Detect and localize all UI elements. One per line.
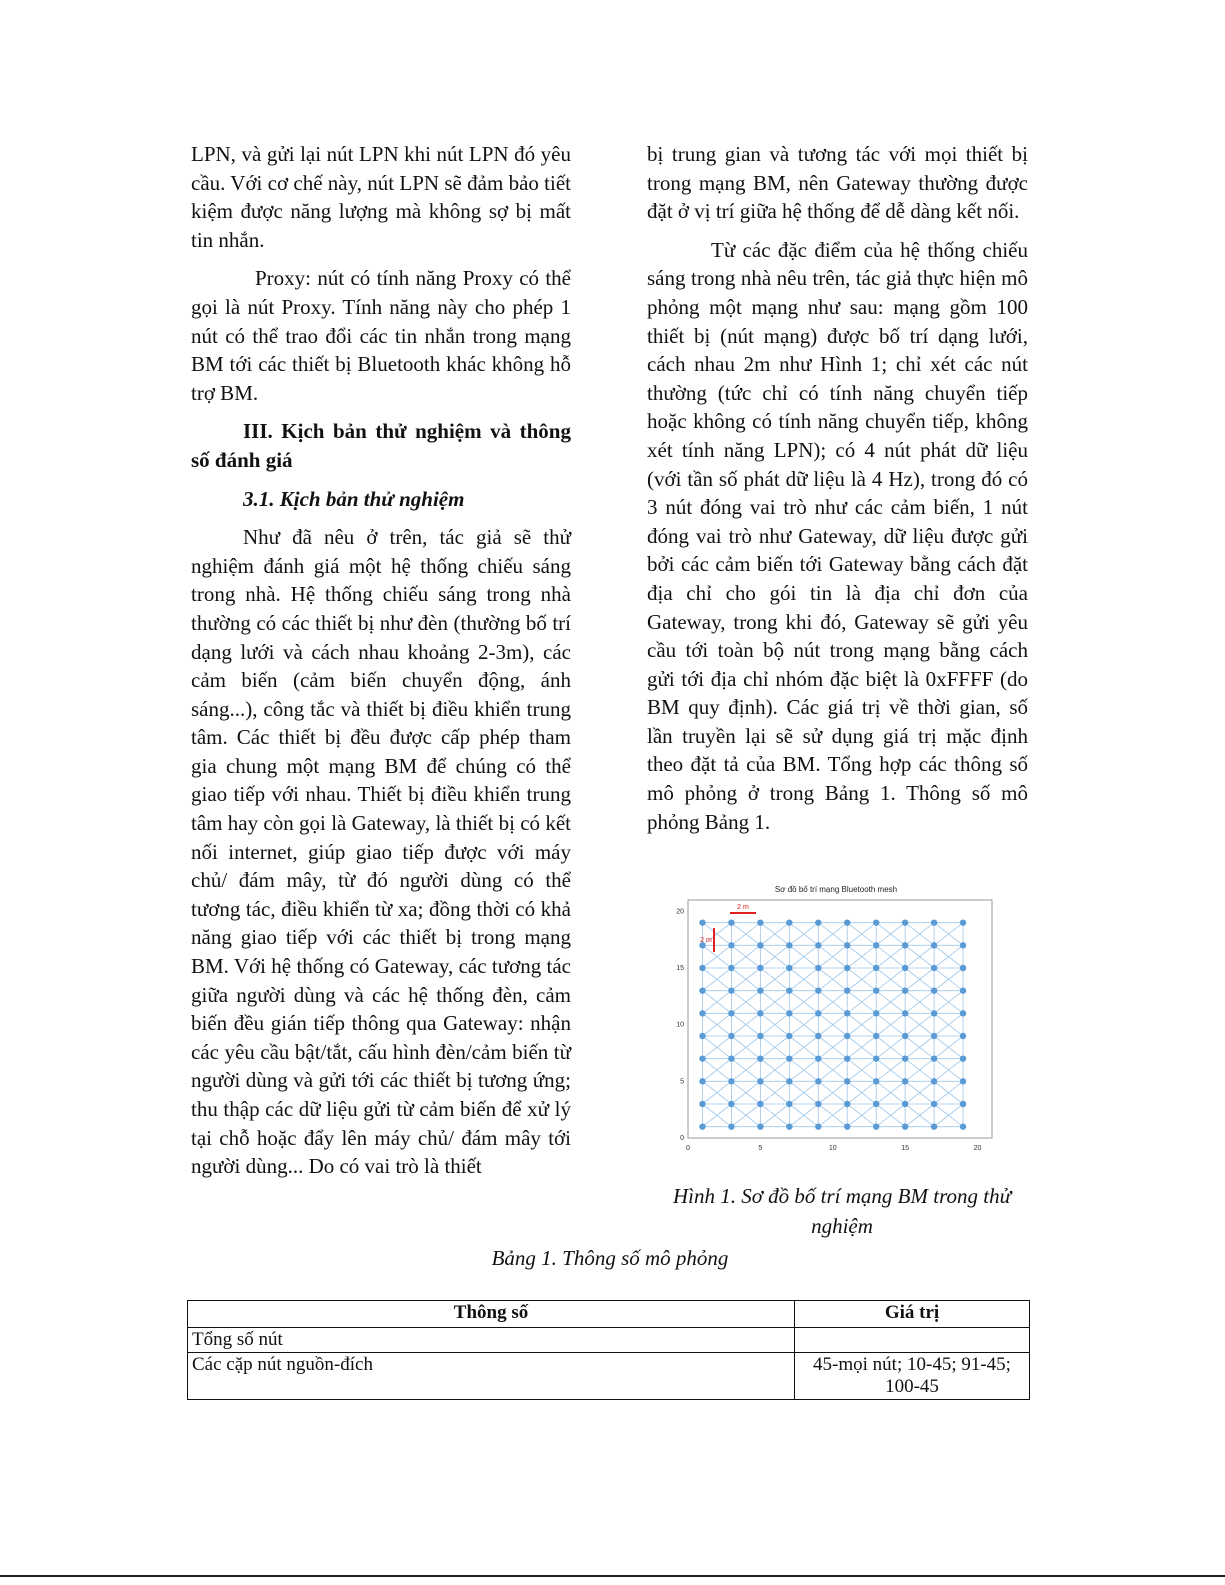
table-header-row [188, 1301, 1030, 1328]
mesh-node [844, 1010, 850, 1016]
mesh-node [902, 1123, 908, 1129]
mesh-node [728, 1010, 734, 1016]
mesh-node [844, 1055, 850, 1061]
y-tick-label: 15 [676, 965, 684, 972]
mesh-node [786, 1123, 792, 1129]
mesh-node [844, 919, 850, 925]
value-cell: 45-mọi nút; 10-45; 91-45; 100-45 [795, 1353, 1030, 1400]
param-cell: Tổng số nút [188, 1328, 795, 1353]
mesh-node [699, 1123, 705, 1129]
mesh-node [902, 1078, 908, 1084]
mesh-node [786, 919, 792, 925]
mesh-node [728, 965, 734, 971]
mesh-node [844, 942, 850, 948]
section-heading: III. Kịch bản thử nghiệm và thông số đánh giá [191, 419, 571, 472]
mesh-node [873, 1101, 879, 1107]
mesh-node [931, 987, 937, 993]
mesh-node [728, 1055, 734, 1061]
mesh-node [960, 1101, 966, 1107]
y-tick-label: 20 [676, 908, 684, 916]
mesh-node [786, 1078, 792, 1084]
x-tick-label: 0 [686, 1145, 690, 1152]
mesh-node [757, 1010, 763, 1016]
x-tick-label: 10 [828, 1145, 837, 1152]
mesh-node [960, 965, 966, 971]
mesh-node [815, 919, 821, 925]
mesh-node [815, 1055, 821, 1061]
mesh-node [873, 987, 879, 993]
mesh-node [757, 987, 763, 993]
page-bottom-rule [0, 1575, 1225, 1577]
paragraph: bị trung gian và tương tác với mọi thiết bị trong mạng BM, nên Gateway thường được đặt ở vị trí giữa hệ thống để dễ dàng kết nối. [647, 142, 1028, 224]
mesh-node [757, 1055, 763, 1061]
paragraph: Từ các đặc điểm của hệ thống chiếu sáng trong nhà nêu trên, tác giả thực hiện mô phỏng một mạng như sau: mạng gồm 100 thiết bị (nút mạng) được bố trí dạng lưới, cách nhau 2m như Hình 1; chỉ xét các nút thường (tức chỉ có tính năng chuyển tiếp hoặc không có tính năng chuyển tiếp, không xét tính năng LPN); có 4 nút phát dữ liệu (với tần số phát dữ liệu là 4 Hz), trong đó có 3 nút đóng vai trò như các cảm biến, 1 nút đóng vai trò như Gateway, dữ liệu được gửi bởi các cảm biến tới Gateway bằng cách đặt địa chỉ cho gói tin là địa chỉ đơn của Gateway, trong khi đó, Gateway sẽ gửi yêu cầu tới toàn bộ nút trong mạng bằng cách gửi tới địa chỉ nhóm đặc biệt là 0xFFFF (do BM quy định). Các giá trị về thời gian, số lần truyền lại sẽ sử dụng giá trị mặc định theo đặt tả của BM. Tổng hợp các thông số mô phỏng ở trong Bảng 1. Thông số mô phỏng Bảng 1. [647, 237, 1028, 834]
mesh-node [931, 1101, 937, 1107]
x-tick-label: 5 [758, 1145, 763, 1152]
mesh-node [786, 1101, 792, 1107]
mesh-node [960, 1033, 966, 1039]
right-column [647, 140, 1028, 836]
mesh-node [699, 1078, 705, 1084]
mesh-node [786, 1055, 792, 1061]
mesh-node [699, 919, 705, 925]
mesh-node [699, 1055, 705, 1061]
mesh-node [844, 1033, 850, 1039]
mesh-node [815, 1078, 821, 1084]
scale-label-x: 2 m [737, 904, 749, 911]
mesh-node [873, 965, 879, 971]
mesh-node [960, 987, 966, 993]
mesh-node [815, 1033, 821, 1039]
mesh-node [931, 965, 937, 971]
mesh-node [902, 919, 908, 925]
mesh-node [728, 1101, 734, 1107]
mesh-node [699, 1010, 705, 1016]
mesh-node [728, 919, 734, 925]
mesh-node [757, 1033, 763, 1039]
mesh-node [728, 1078, 734, 1084]
x-tick-label: 20 [973, 1145, 982, 1152]
mesh-node [873, 1033, 879, 1039]
mesh-node [786, 942, 792, 948]
left-column [191, 140, 571, 1181]
mesh-node [699, 987, 705, 993]
mesh-node [960, 1078, 966, 1084]
mesh-node [699, 1101, 705, 1107]
mesh-node [931, 1010, 937, 1016]
paragraph-proxy: Proxy: nút có tính năng Proxy có thể gọi là nút Proxy. Tính năng này cho phép 1 nút có thể trao đổi các tin nhắn trong mạng BM tới các thiết bị Bluetooth khác không hỗ trợ BM. [191, 266, 571, 405]
mesh-node [757, 965, 763, 971]
mesh-node [902, 965, 908, 971]
mesh-node [873, 1055, 879, 1061]
mesh-node [786, 987, 792, 993]
mesh-node [786, 1010, 792, 1016]
mesh-node [757, 919, 763, 925]
value-cell [795, 1328, 1030, 1353]
mesh-node [786, 965, 792, 971]
header-parameter: Thông số [188, 1301, 795, 1328]
y-tick-label: 10 [676, 1021, 684, 1029]
mesh-node [902, 942, 908, 948]
mesh-node [815, 965, 821, 971]
mesh-node [844, 987, 850, 993]
mesh-node [757, 1123, 763, 1129]
mesh-node [960, 919, 966, 925]
mesh-node [728, 1033, 734, 1039]
mesh-node [728, 1123, 734, 1129]
mesh-node [960, 1055, 966, 1061]
mesh-layout-chart [668, 878, 1004, 1163]
mesh-node [931, 919, 937, 925]
mesh-node [815, 1123, 821, 1129]
mesh-node [873, 942, 879, 948]
mesh-node [815, 1101, 821, 1107]
mesh-node [699, 1033, 705, 1039]
table-row [188, 1353, 1030, 1400]
mesh-node [931, 1033, 937, 1039]
mesh-node [728, 987, 734, 993]
mesh-node [728, 942, 734, 948]
mesh-node [815, 987, 821, 993]
subsection-heading: 3.1. Kịch bản thử nghiệm [243, 486, 465, 511]
mesh-node [931, 942, 937, 948]
mesh-node [873, 1010, 879, 1016]
scale-label-y: 2 m [700, 937, 712, 944]
mesh-node [844, 1078, 850, 1084]
mesh-node [873, 919, 879, 925]
mesh-links [702, 923, 963, 1127]
header-value: Giá trị [795, 1301, 1030, 1328]
paragraph: LPN, và gửi lại nút LPN khi nút LPN đó yêu cầu. Với cơ chế này, nút LPN sẽ đảm bảo tiết kiệm được năng lượng mà không sợ bị mất tin nhắn. [191, 142, 571, 252]
mesh-node [902, 1010, 908, 1016]
mesh-node [902, 987, 908, 993]
mesh-node [757, 1101, 763, 1107]
parameters-table [187, 1300, 1030, 1400]
mesh-node [960, 942, 966, 948]
figure-caption: Hình 1. Sơ đồ bố trí mạng BM trong thử nghiệm [672, 1184, 1012, 1238]
mesh-node [873, 1078, 879, 1084]
mesh-node [757, 1078, 763, 1084]
mesh-node [931, 1055, 937, 1061]
mesh-node [902, 1055, 908, 1061]
paragraph: Như đã nêu ở trên, tác giả sẽ thử nghiệm đánh giá một hệ thống chiếu sáng trong nhà. Hệ thống chiếu sáng trong nhà thường có các thiết bị như đèn (thường bố trí dạng lưới và cách nhau khoảng 2-3m), các cảm biến (cảm biến chuyển động, ánh sáng...), công tắc và thiết bị điều khiển trung tâm. Các thiết bị đều được cấp phép tham gia chung một mạng BM để chúng có thể giao tiếp với nhau. Thiết bị điều khiển trung tâm hay còn gọi là Gateway, là thiết bị có kết nối internet, giúp giao tiếp được với máy chủ/ đám mây, từ đó người dùng có thể tương tác, điều khiển từ xa; đồng thời có khả năng giao tiếp với các thiết bị trong mạng BM. Với hệ thống có Gateway, các tương tác giữa người dùng và các hệ thống đèn, cảm biến đều gián tiếp thông qua Gateway: nhận các yêu cầu bật/tắt, cấu hình đèn/cảm biến từ người dùng và gửi tới các thiết bị tương ứng; thu thập các dữ liệu gửi từ cảm biến để xử lý tại chỗ hoặc đẩy lên máy chủ/ đám mây tới người dùng... Do có vai trò là thiết [191, 525, 571, 1179]
chart-title: Sơ đồ bố trí mạng Bluetooth mesh [774, 885, 898, 894]
mesh-node [960, 1123, 966, 1129]
mesh-node [902, 1101, 908, 1107]
mesh-node [757, 942, 763, 948]
mesh-node [699, 965, 705, 971]
x-tick-label: 15 [901, 1145, 910, 1152]
mesh-node [786, 1033, 792, 1039]
mesh-node [844, 965, 850, 971]
y-tick-label: 0 [680, 1135, 684, 1142]
mesh-node [844, 1101, 850, 1107]
mesh-node [844, 1123, 850, 1129]
mesh-node [931, 1123, 937, 1129]
mesh-node [902, 1033, 908, 1039]
mesh-node [931, 1078, 937, 1084]
mesh-node [873, 1123, 879, 1129]
mesh-node [960, 1010, 966, 1016]
table-row [188, 1328, 1030, 1353]
table-caption: Bảng 1. Thông số mô phỏng [491, 1246, 729, 1270]
mesh-node [815, 1010, 821, 1016]
y-tick-label: 5 [680, 1078, 684, 1086]
figure-mesh-layout [668, 878, 1004, 1163]
mesh-node [815, 942, 821, 948]
param-cell: Các cặp nút nguồn-đích [188, 1353, 795, 1400]
